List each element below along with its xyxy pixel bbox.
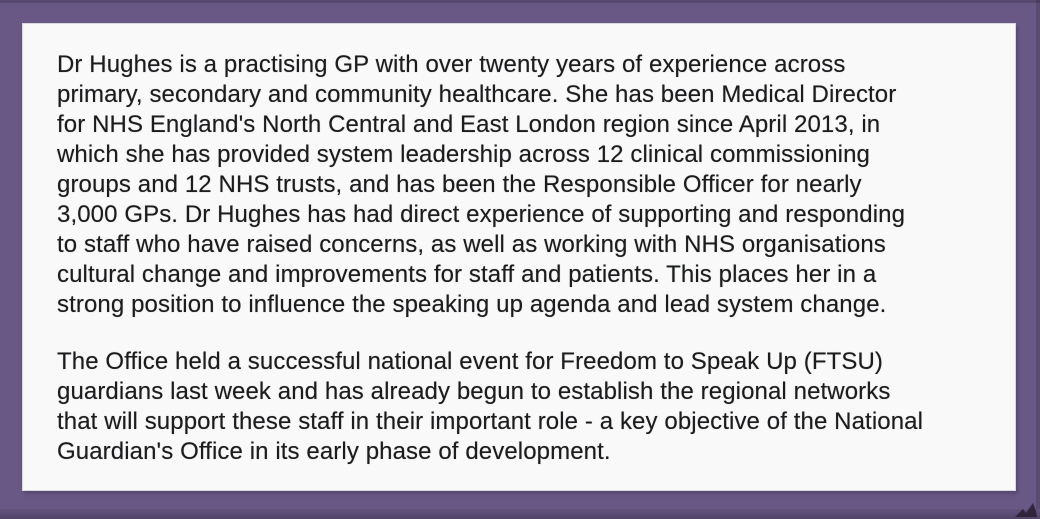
text-line: The Office held a successful national event for Freedom to Speak Up (FTSU) [57,348,884,375]
text-line: 3,000 GPs. Dr Hughes has had direct experience of supporting and responding [57,201,906,228]
text-line: cultural change and improvements for staff and patients. This places her in a [57,261,877,288]
text-line: to staff who have raised concerns, as well as working with NHS organisations [57,231,886,258]
frame-top-shadow [0,0,1040,3]
text-line: Dr Hughes is a practising GP with over twenty years of experience across [57,51,846,78]
text-line: which she has provided system leadership across 12 clinical commissioning [57,141,870,168]
scan-artifact-mark [1014,502,1038,518]
document-page [22,23,1016,491]
text-line: primary, secondary and community healthcare. She has been Medical Director [57,81,897,108]
text-line: groups and 12 NHS trusts, and has been the Responsible Officer for nearly [57,171,862,198]
text-line: guardians last week and has already begun to establish the regional networks [57,378,891,405]
frame-right-shadow [1036,0,1040,519]
paragraph-dr-hughes-bio [57,50,1001,320]
text-line: strong position to influence the speaking up agenda and lead system change. [57,291,887,318]
text-line: that will support these staff in their important role - a key objective of the National [57,408,924,435]
frame-bottom-shadow [0,509,1040,519]
text-line: Guardian's Office in its early phase of development. [57,438,611,465]
paragraph-ftsu-event [57,347,1001,467]
text-line: for NHS England's North Central and East London region since April 2013, in [57,111,881,138]
